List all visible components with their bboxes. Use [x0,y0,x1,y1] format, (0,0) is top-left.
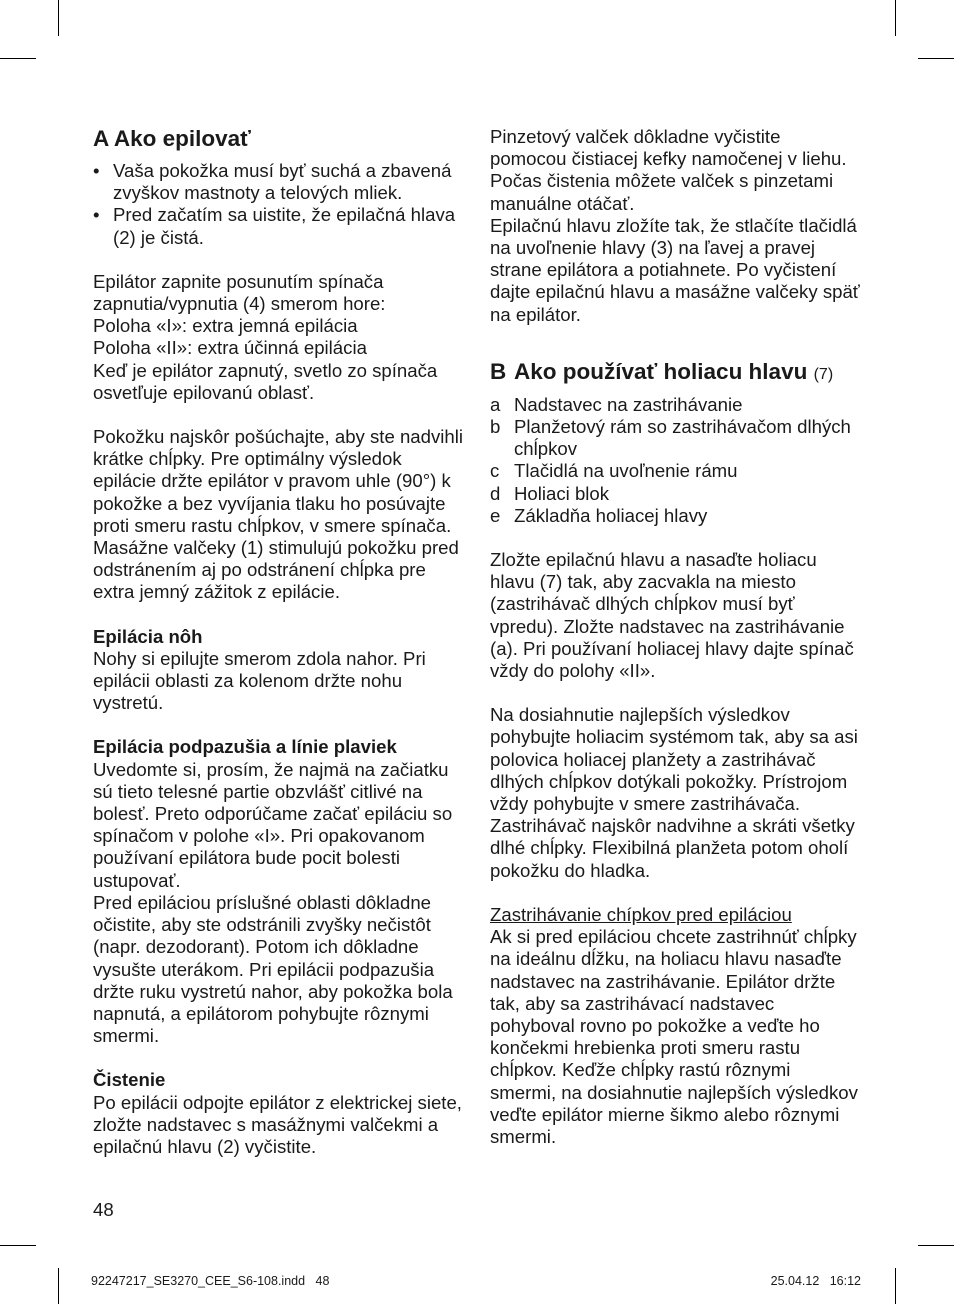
section-b-title-text: Ako používať holiacu hlavu [514,358,808,384]
cleaning-continued: Pinzetový valček dôkladne vyčistite pomocou čistiacej kefky namočenej v liehu. Počas čistenia môžete valček s pinzetami manuálne otáčať. [490,126,847,214]
underarm-text: Uvedomte si, prosím, že najmä na začiatku sú tieto telesné partie obzvlášť citlivé na bolesť. Preto odporúčame začať epiláciu so spínačom v polohe «I». Pri opakovanom používaní epilátora bude pocit bolesti ustupovať. [93,758,453,891]
paragraph-line: Poloha «II»: extra účinná epilácia [93,337,367,359]
cleaning-section [93,1069,468,1158]
legs-subtitle: Epilácia nôh [93,625,203,647]
list-letter: d [490,482,501,504]
crop-mark [918,58,954,59]
bullet-text: Pred začatím sa uistite, že epilačná hlava (2) je čistá. [113,204,456,248]
list-item [490,505,860,527]
section-b-title [490,359,860,388]
head-removal-text: Epilačnú hlavu zložíte tak, že stlačíte tlačidlá na uvoľnenie hlavy (3) na ľavej a pravej strane epilátora a potiahnete. Po vyčistení dajte epilačnú hlavu a masážne valčeky späť na epilátor. [490,214,860,325]
underarm-subtitle: Epilácia podpazušia a línie plaviek [93,736,397,758]
list-text: Základňa holiacej hlavy [514,504,708,526]
trimming-section [490,904,860,1148]
legs-text: Nohy si epilujte smerom zdola nahor. Pri epilácii oblasti za kolenom držte nohu vystretú. [93,647,426,714]
cleaning-subtitle: Čistenie [93,1069,166,1091]
underarm-section [93,736,468,1047]
section-b-letter: B [490,358,507,384]
parts-list [490,394,860,527]
list-letter: b [490,416,501,438]
crop-mark [0,58,36,59]
bullet-text: Vaša pokožka musí byť suchá a zbavená zvyškov mastnoty a telových mliek. [113,160,452,204]
left-column [93,126,468,1158]
bullet-icon: • [93,160,100,181]
bullet-item [93,204,468,248]
list-letter: c [490,460,500,482]
bullet-item [93,160,468,204]
list-item [490,483,860,505]
list-text: Planžetový rám so zastrihávačom dlhých chĺpkov [514,416,851,460]
crop-mark [58,0,59,36]
slug-date: 25.04.12 16:12 [770,1274,861,1288]
list-item [490,416,860,460]
crop-mark [0,1245,36,1246]
print-slug [91,1274,861,1288]
paragraph-line: Poloha «I»: extra jemná epilácia [93,315,358,337]
slug-file: 92247217_SE3270_CEE_S6-108.indd 48 [91,1274,330,1288]
list-letter: a [490,393,501,415]
underarm-text: Pred epiláciou príslušné oblasti dôkladne očistite, aby ste odstránili zvyšky nečistôt (napr. dezodorant). Potom ich dôkladne vysušte uterákom. Pri epilácii podpazušia držte ruku vystretú nahor, aby pokožka bola napnutá, a epilátorom pohybujte rôznymi smermi. [93,891,453,1047]
list-item [490,394,860,416]
trimming-subtitle: Zastrihávanie chípkov pred epiláciou [490,903,792,925]
bullet-icon: • [93,204,100,226]
crop-mark [58,1268,59,1304]
trimming-text: Ak si pred epiláciou chcete zastrihnúť chĺpky na ideálnu dĺžku, na holiacu hlavu nasaďte nadstavec na zastrihávanie. Epilátor držte tak, aby sa zastrihávací nadstavec pohyboval rovno po pokožke a veďte ho končekmi hrebienka proti smeru rastu chĺpkov. Keďže chĺpky rastú rôznymi smermi, na dosiahnutie najlepších výsledkov veďte epilátor mierne šikmo alebo rôznymi smermi. [490,926,858,1147]
attach-head-paragraph: Zložte epilačnú hlavu a nasaďte holiacu hlavu (7) tak, aby zacvakla na miesto (zastrihávač dlhých chĺpkov musí byť vpredu). Zložte nadstavec na zastrihávanie (a). Pri používaní holiacej hlavy dajte spínač vždy do polohy «II». [490,549,854,682]
section-b-ref: (7) [813,365,834,383]
legs-section [93,626,468,715]
technique-paragraph: Pokožku najskôr pošúchajte, aby ste nadvihli krátke chĺpky. Pre optimálny výsledok epilácie držte epilátor v pravom uhle (90°) k pokožke a bez vyvíjania tlaku ho posúvajte proti smeru rastu chĺpkov, v smere spínača. Masážne valčeky (1) stimulujú pokožku pred odstránením aj po odstránení chĺpka pre extra jemný zážitok z epilácie. [93,426,464,603]
crop-mark [918,1245,954,1246]
list-text: Nadstavec na zastrihávanie [514,393,743,415]
switch-instructions [93,271,468,404]
list-letter: e [490,504,501,526]
paragraph-line: Keď je epilátor zapnutý, svetlo zo spínača osvetľuje epilovanú oblasť. [93,359,438,403]
cleaning-text: Po epilácii odpojte epilátor z elektrickej siete, zložte nadstavec s masážnymi valčekmi a epilačnú hlavu (2) vyčistite. [93,1091,462,1157]
shaving-paragraph: Na dosiahnutie najlepších výsledkov pohybujte holiacim systémom tak, aby sa asi polovica holiacej planžety a zastrihávač dlhých chĺpkov dotýkali pokožky. Prístrojom vždy pohybujte v smere zastrihávača. Zastrihávač najskôr nadvihne a skráti všetky dlhé chĺpky. Flexibilná planžeta potom oholí pokožku do hladka. [490,704,858,881]
list-text: Holiaci blok [514,482,610,504]
list-item [490,460,860,482]
page-number: 48 [93,1199,114,1220]
paragraph-line: Epilátor zapnite posunutím spínača zapnutia/vypnutia (4) smerom hore: [93,270,386,315]
right-column [490,126,860,1148]
crop-mark [895,1268,896,1304]
list-text: Tlačidlá na uvoľnenie rámu [514,460,738,482]
crop-mark [895,0,896,36]
section-a-title: A Ako epilovať [93,126,251,151]
